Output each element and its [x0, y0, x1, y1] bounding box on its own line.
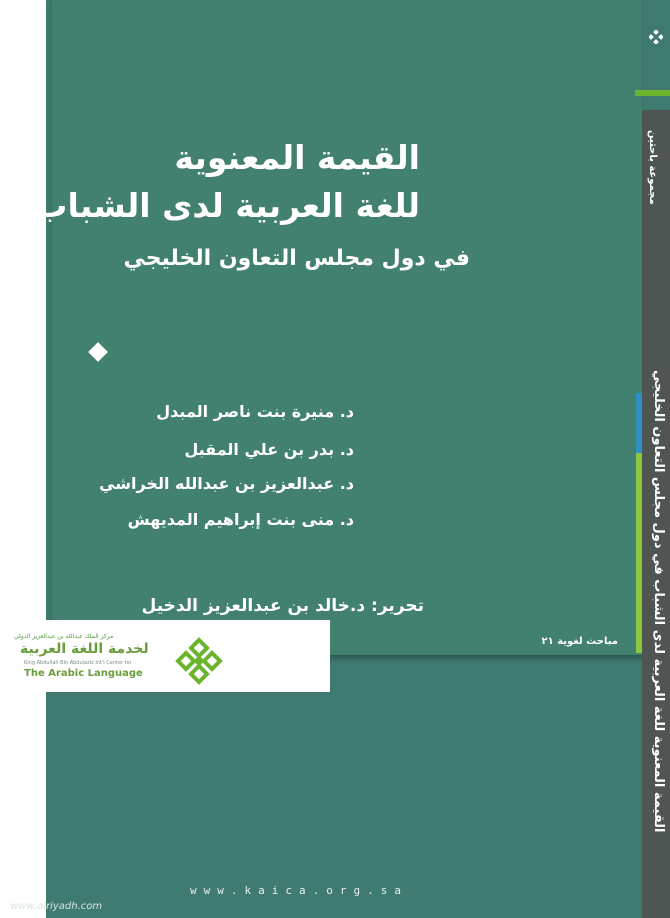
website-url: www.kaica.org.sa — [190, 884, 408, 897]
spine-series-label: مجموعة باحثين — [647, 130, 658, 205]
spine-emblem-icon — [649, 30, 663, 44]
spine-title: القيمة المعنوية للغة العربية لدى الشباب في دول مجلس التعاون الخليجي — [651, 370, 666, 833]
front-cover-panel — [52, 0, 642, 655]
author-1: د. منيرة بنت ناصر المبدل — [156, 402, 354, 421]
publisher-name-en: The Arabic Language — [24, 668, 143, 679]
spine-lime-accent — [636, 453, 642, 653]
spine-green-accent — [635, 90, 670, 96]
publisher-emblem-icon — [174, 636, 224, 686]
source-watermark: www.alriyadh.com — [10, 901, 103, 912]
publisher-name-ar: لخدمة اللغة العربية — [20, 641, 149, 657]
book-title-line-1: القيمة المعنوية — [174, 138, 420, 177]
publisher-name-small-en: King Abdullah Bin Abdulaziz Int'l Center for — [24, 660, 132, 666]
author-3: د. عبدالعزيز بن عبدالله الخراشي — [99, 474, 354, 493]
author-4: د. منى بنت إبراهيم المديهش — [127, 510, 354, 529]
series-label: مباحث لغوية ٢١ — [541, 636, 618, 647]
author-2: د. بدر بن علي المقبل — [184, 440, 354, 459]
book-title-line-2: للغة العربية لدى الشباب — [34, 186, 420, 225]
white-stripe — [0, 0, 46, 918]
editor-credit: تحرير: د.خالد بن عبدالعزيز الدخيل — [141, 596, 424, 616]
publisher-name-small-ar: مركز الملك عبدالله بن عبدالعزيز الدولي — [14, 633, 114, 640]
spine-blue-accent — [636, 393, 642, 453]
book-subtitle: في دول مجلس التعاون الخليجي — [123, 246, 470, 271]
